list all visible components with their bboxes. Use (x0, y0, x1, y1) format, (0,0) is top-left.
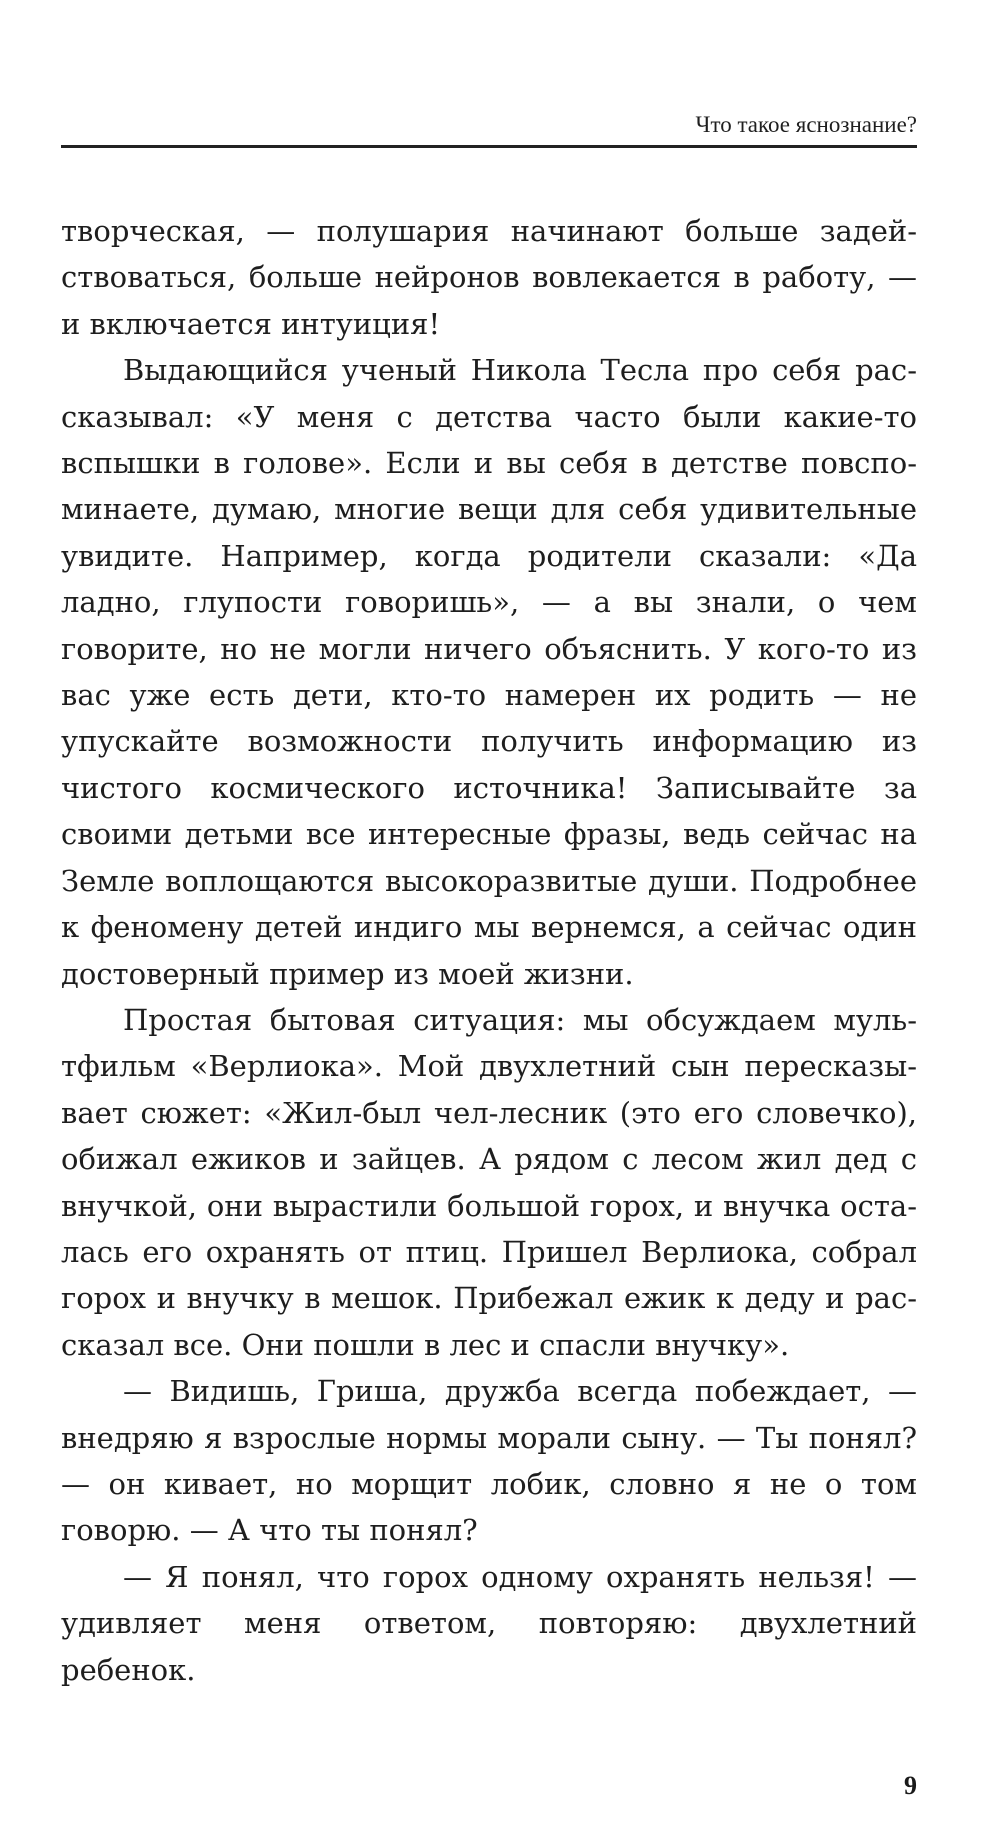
body-text (61, 208, 917, 1693)
header-rule (61, 145, 917, 148)
page-number: 9 (904, 1771, 917, 1800)
paragraph-2: Выдающийся ученый Никола Тесла про себя рассказывал: «У меня с детства часто были какие-то вспышки в голове». Если и вы себя в детстве повспоминаете, думаю, многие вещи для себя удивительные увидите. Например, когда родители сказали: «Да ладно, глупости говоришь», — а вы знали, о чем говорите, но не могли ничего объяснить. У кого-то из вас уже есть дети, кто-то намерен их родить — не упускайте возможности получить информацию из чистого космического источника! Записывайте за своими детьми все интересные фразы, ведь сейчас на Земле воплощаются высокоразвитые души. Подробнее к феномену детей индиго мы вернемся, а сейчас один достоверный пример из моей жизни. (61, 353, 917, 991)
paragraph-4: — Видишь, Гриша, дружба всегда побеждает, — внедряю я взрослые нормы морали сыну. — Ты понял? — он кивает, но морщит лобик, словно я не о том говорю. — А что ты понял? (61, 1374, 917, 1548)
paragraph-3: Простая бытовая ситуация: мы обсуждаем мультфильм «Верлиока». Мой двухлетний сын пересказывает сюжет: «Жил-был чел-лесник (это его словечко), обижал ежиков и зайцев. А рядом с лесом жил дед с внучкой, они вырастили большой горох, и внучка осталась его охранять от птиц. Пришел Верлиока, собрал горох и внучку в мешок. Прибежал ежик к деду и рассказал все. Они пошли в лес и спасли внучку». (61, 1002, 917, 1362)
paragraph-1: творческая, — полушария начинают больше задействоваться, больше нейронов вовлекается в работу, — и включается интуиция! (61, 214, 917, 341)
running-header-title: Что такое яснознание? (695, 112, 917, 137)
paragraph-5: — Я понял, что горох одному охранять нельзя! — удивляет меня ответом, повторяю: двухлетний ребенок. (61, 1559, 917, 1687)
